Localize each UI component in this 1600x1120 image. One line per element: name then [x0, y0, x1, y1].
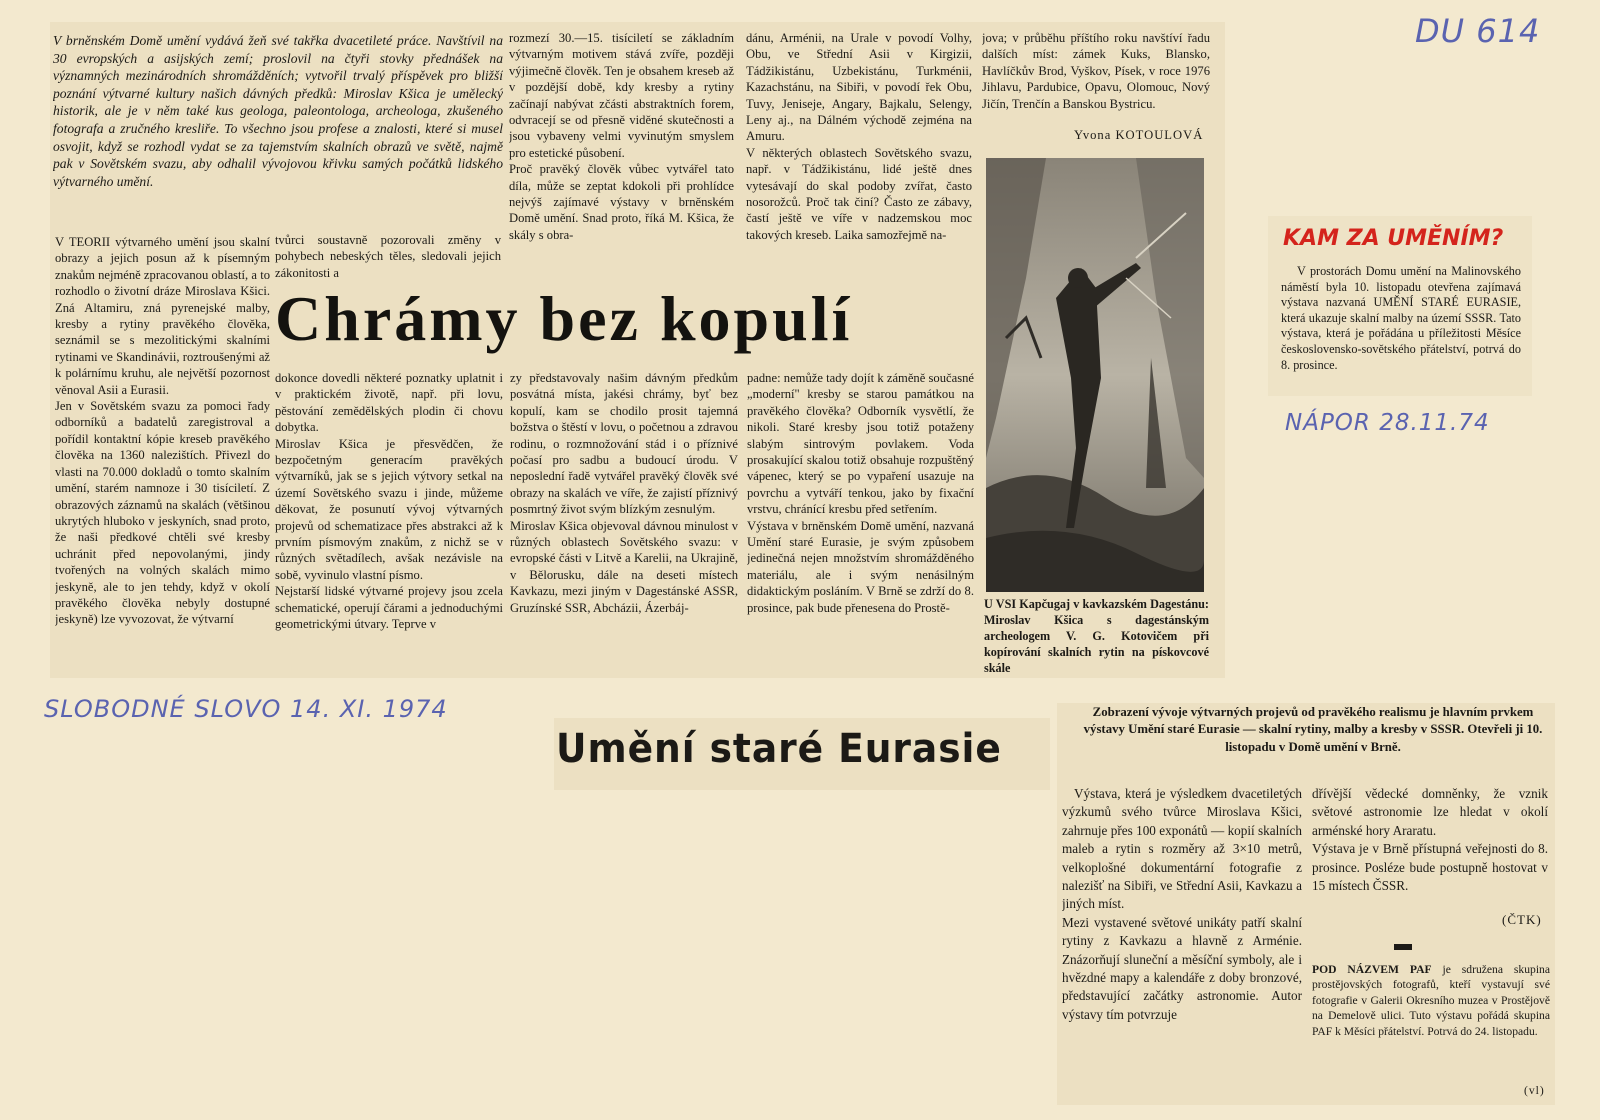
- source-note-napor: NÁPOR 28.11.74: [1285, 410, 1490, 436]
- article-col2-bottom: dokonce dovedli některé poznatky uplatnit i v praktickém životě, např. při lovu, pěstování zemědělských plodin či chovu dobytka. Miroslav Kšica je přesvědčen, že bezpočetným generacím pravěkých výtvarníků, jak se s jejich výtvory setkal na území Sovětského svazu i jinde, můžeme děkovat, že posunutí vývoj výtvarných projevů od schematizace přes abstrakci až k prvním písmovým znakům, z nichž se v různých světadílech, avšak nezávisle na sobě, vyvinulo vlastní písmo. Nejstarší lidské výtvarné projevy jsou zcela schematické, operují čárami a jednoduchými geometrickými útvary. Teprve v: [275, 371, 503, 632]
- archive-mark: DU 614: [1415, 12, 1541, 50]
- article-col1: V TEORII výtvarného umění jsou skalní obrazy a jejich posun až k písemným znakům nejméně zpracovanou oblastí, a to rozhodlo o životní dráze Miroslava Kšici. Zná Altamiru, zná pyrenejské malby, kresby a rytiny pravěkého člověka, seznámil se s mezolitickými skalními rytinami ve Skandinávii, roztroušenými až k polárnímu kruhu, ale největší pozornost věnoval Asii a Eurasii. Jen v Sovětském svazu za pomoci řady odborníků a badatelů zaregistroval a pořídil kontaktní kópie kreseb pravěkého člověka na 1360 nalezištích. Přivezl do vlasti na 70.000 dokladů o tomto skalním umění, starém namnoze i 30 tisíciletí. Z obrazových záznamů na skalách (většinou ukrytých hluboko v jeskyních, snad proto, že naši předkové chtěli své kresby uchránit před nepovolanými, jindy tvořených na volných skalách mimo jeskyně, ale to jen tehdy, když v okolí pravěkého člověka nebyly dostupné jeskyně) lze vyvozovat, že výtvarní: [55, 235, 270, 627]
- article-col2-top: rozmezí 30.—15. tisíciletí se základním výtvarným motivem stává zvíře, později výjimečně člověk. Ten je obsahem kreseb až v pozdější době, kdy kresby a rytiny začínají nabývat zčásti abstraktních forem, odvracejí se od přesně viděné skutečnosti a jsou vybaveny velmi vyvinutým smyslem pro estetické působení. Proč pravěký člověk vůbec vytvářel tato díla, může se zeptat kdokoli při prohlídce nejvýš zajímavé výstavy v brněnském Domě umění. Snad proto, říká M. Kšica, že skály s obra-: [509, 31, 734, 242]
- photo-image: [986, 158, 1204, 592]
- source-note-slobodne-slovo: SLOBODNÉ SLOVO 14. XI. 1974: [44, 695, 448, 723]
- separator-mark: [1394, 944, 1412, 950]
- article-author: Yvona KOTOULOVÁ: [1074, 128, 1204, 142]
- paf-notice: [1312, 962, 1550, 1092]
- article-col3-bottom: zy představovaly našim dávným předkům posvátná místa, jakési chrámy, byť bez kopulí, kam se chodilo prosit tajemná božstva o štěstí v lovu, o početnou a zdravou rodinu, o rozmnožování stád i o příznivé počasí pro sadbu a budoucí úrodu. V neposlední řadě vytvářel pravěký člověk své obrazy na skalách ve víře, že zajistí příznivý posmrtný život svým blízkým zesnulým. Miroslav Kšica objevoval dávnou minulost v různých oblastech Sovětského svazu: v evropské části v Litvě a Karelii, na Ukrajině, v Bělorusku, dále na deseti místech Kavkazu, mezi jiným v Dagestánské ASSR, Gruzínské SSR, Abcházii, Ázerbáj-: [510, 371, 738, 615]
- side-clipping-body: V prostorách Domu umění na Malinovského náměstí byla 10. listopadu otevřena zajímavá výstava nazvaná UMĚNÍ STARÉ EURASIE, která ukazuje skalní malby na území SSSR. Tato výstava, která je pořádána u příležitosti Měsíce československo-sovětského přátelství, potrvá do 8. prosince.: [1281, 264, 1521, 372]
- paf-notice-body: je sdružena skupina prostějovských fotografů, kteří vystavují své fotografie v Galerii Okresního muzea v Prostějově na Demelově ulici. Tuto výstavu pořádá skupina PAF k Měsíci přátelství. Potrvá do 24. listopadu.: [1312, 963, 1550, 1038]
- paf-notice-head: POD NÁZVEM PAF: [1312, 963, 1432, 976]
- article-col4-top: jova; v průběhu příštího roku navštíví řadu dalších míst: zámek Kuks, Blansko, Havlíčkův Brod, Vyškov, Písek, v roce 1976 Jihlavu, Pardubice, Opavu, Olomouc, Nový Jičín, Trenčín a Banskou Bystricu.: [982, 31, 1210, 111]
- third-clipping-col2: dřívější vědecké domněnky, že vznik světové astronomie lze hledat v okolí arménské hory Araratu. Výstava je v Brně přístupná veřejnosti do 8. prosince. Posléze bude postupně hostovat v 15 místech ČSSR.: [1312, 786, 1548, 894]
- third-clipping-agency: (ČTK): [1502, 912, 1542, 927]
- third-clipping-lead: Zobrazení vývoje výtvarných projevů od pravěkého realismu je hlavním prvkem výstavy Umění staré Eurasie — skalní rytiny, malby a kresby v SSSR. Otevřeli ji 10. listopadu v Domě umění v Brně.: [1083, 705, 1543, 754]
- third-clipping-title: Umění staré Eurasie: [556, 726, 1002, 772]
- rock-art-photo: [986, 158, 1204, 592]
- side-clipping-title: KAM ZA UMĚNÍM?: [1283, 226, 1504, 251]
- article-intro: V brněnském Domě umění vydává žeň své takřka dvacetileté práce. Navštívil na 30 evropských a asijských zemí; proslovil na čtyři stovky přednášek na významných mezinárodních shromážděních; vytvořil trvalý příspěvek pro bližší poznání výtvarné kultury našich dávných předků: Miroslav Kšica je umělecký historik, ale je v něm také kus geologa, paleontologa, archeologa, zkušeného fotografa a zručného kresliře. To všechno jsou profese a znalosti, které si musel osvojit, když se rozhodl vydat se za tajemstvím skalních obrazů ve světě, najmě pak v Sovětském svazu, aby odhalil vývojovou křivku samých počátků lidského výtvarného umění.: [53, 33, 503, 189]
- paf-signature: (vl): [1524, 1084, 1545, 1097]
- photo-caption: U VSI Kapčugaj v kavkazském Dagestánu: Miroslav Kšica s dagestánským archeologem V. G. Kotovičem při kopírování skalních rytin na pískovcové skále: [984, 597, 1209, 675]
- article-col4-bottom: padne: nemůže tady dojít k záměně současné „moderní" kresby se starou památkou na pravěkého člověka? Odborník vysvětlí, že nikoli. Staré kresby jsou totiž potaženy slabým sintrovým povlakem. Voda prosakující skalou totiž obsahuje rozpuštěný vápenec, který se po vypaření usazuje na povrchu a vytváří tenkou, jako by fixační vrstvu, chránící kresbu před setřením. Výstava v brněnském Domě umění, nazvaná Umění staré Eurasie, je svým způsobem jedinečná nejen množstvím shromážděného materiálu, ale i svým nenásilným didaktickým posláním. V Brně se zdrží do 8. prosince, pak bude přenesena do Prostě-: [747, 371, 974, 615]
- article-headline: Chrámy bez kopulí: [275, 283, 853, 354]
- article-col3-top: dánu, Arménii, na Urale v povodí Volhy, Obu, ve Střední Asii v Kirgizii, Tádžikistánu, Uzbekistánu, Turkménii, Kazachstánu, na Sibiři, v povodí řek Obu, Tuvy, Jeniseje, Angary, Bajkalu, Selengy, Leny aj., na Dálném východě zejména na Amuru. V některých oblastech Sovětského svazu, např. v Tádžikistánu, lidé ještě dnes vytesávají do skal podoby zvířat, často nosorožců. Proč tak činí? Často ze zábavy, častí ještě ve víře v nadzemskou moc takových kreseb. Laika samozřejmě na-: [746, 31, 972, 242]
- third-clipping-col1: Výstava, která je výsledkem dvacetiletých výzkumů svého tvůrce Miroslava Kšici, zahrnuje přes 100 exponátů — kopií skalních maleb a rytin s rozměry až 3×10 metrů, velkoplošné dokumentární fotografie z nalezišť na Sibiři, ve Střední Asii, Kavkazu a jiných míst. Mezi vystavené světové unikáty patří skalní rytiny z Kavkazu a hlavně z Arménie. Znázorňují sluneční a měsíční symboly, ale i hvězdné mapy a kalendáře z doby bronzové, představující začátky astronomie. Autor výstavy tím potvrzuje: [1062, 786, 1302, 1022]
- article-col2-mid: tvůrci soustavně pozorovali změny v pohybech nebeských těles, sledovali jejich zákonitosti a: [275, 233, 501, 280]
